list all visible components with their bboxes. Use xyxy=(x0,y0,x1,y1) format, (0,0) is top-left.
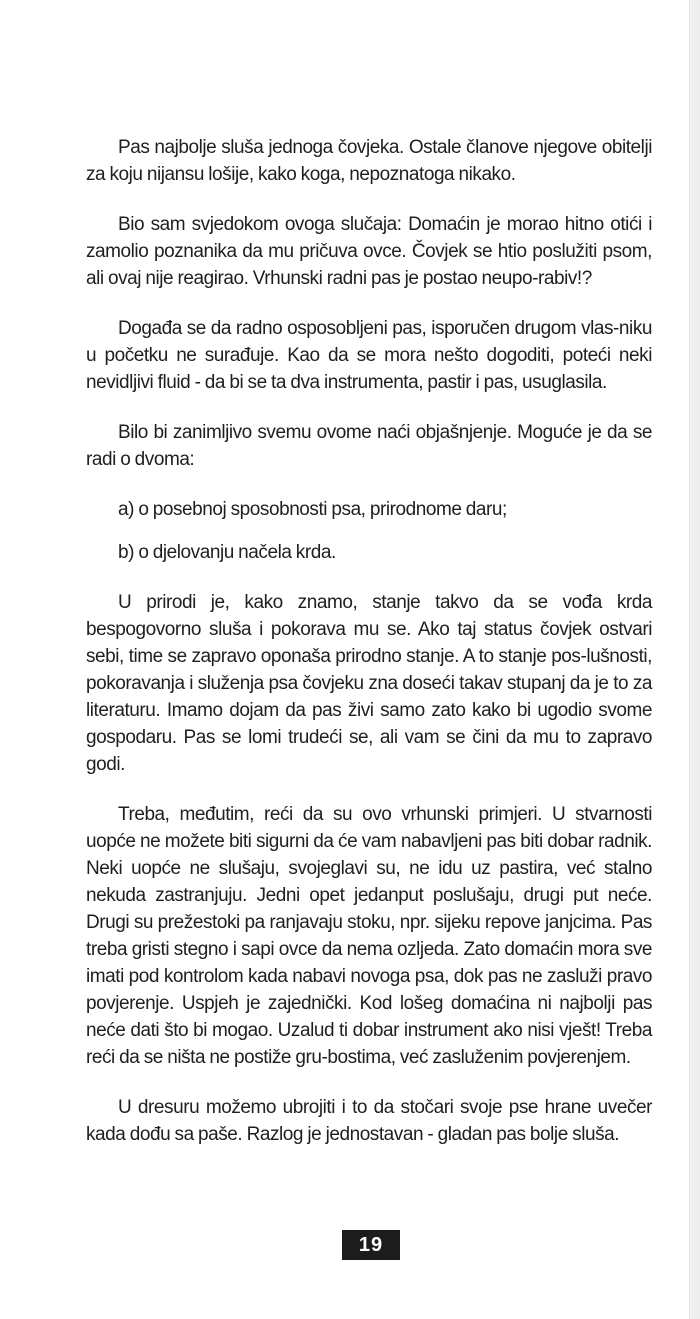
paragraph: U dresuru možemo ubrojiti i to da stočari svoje pse hrane uvečer kada dođu sa paše. Razlog je jednostavan - gladan pas bolje sluša. xyxy=(86,1097,652,1145)
list-item-a: a) o posebnoj sposobnosti psa, prirodnome daru; xyxy=(118,499,507,520)
paragraph: Događa se da radno osposobljeni pas, isporučen drugom vlas-niku u početku ne surađuje. Kao da se mora nešto dogoditi, poteći neki nevidljivi fluid - da bi se ta dva instrumenta, pastir i pas, usuglasila. xyxy=(86,318,652,393)
paragraph: U prirodi je, kako znamo, stanje takvo da se vođa krda bespogovorno sluša i pokorava mu se. Ako taj status čovjek ostvari sebi, time se zapravo oponaša prirodno stanje. A to stanje pos-lušnosti, pokoravanja i služenja psa čovjeku zna doseći takav stupanj da je to za literaturu. Imamo dojam da pas živi samo zato kako bi ugodio svome gospodaru. Pas se lomi trudeći se, ali vam se čini da mu to zapravo godi. xyxy=(86,592,652,775)
paragraph: Bio sam svjedokom ovoga slučaja: Domaćin je morao hitno otići i zamolio poznanika da mu pričuva ovce. Čovjek se htio poslužiti psom, ali ovaj nije reagirao. Vrhunski radni pas je postao neupo-rabiv!? xyxy=(86,214,652,289)
page-number: 19 xyxy=(342,1230,400,1260)
page-body xyxy=(86,134,652,1171)
page-gutter xyxy=(689,0,700,1319)
paragraph: Treba, međutim, reći da su ovo vrhunski primjeri. U stvarnosti uopće ne možete biti sigurni da će vam nabavljeni pas biti dobar radnik. Neki uopće ne slušaju, svojeglavi su, ne idu uz pastira, već stalno nekuda zastranjuju. Jedni opet jedanput poslušaju, drugi put neće. Drugi su prežestoki pa ranjavaju stoku, npr. sijeku repove janjcima. Pas treba gristi stegno i sapi ovce da nema ozljeda. Zato domaćin mora sve imati pod kontrolom kada nabavi novoga psa, dok pas ne zasluži pravo povjerenje. Uspjeh je zajednički. Kod lošeg domaćina ni najbolji pas neće dati što bi mogao. Uzalud ti dobar instrument ako nisi vješt! Treba reći da se ništa ne postiže gru-bostima, već zasluženim povjerenjem. xyxy=(86,804,652,1068)
paragraph: Pas najbolje sluša jednoga čovjeka. Ostale članove njegove obitelji za koju nijansu lošije, kako koga, nepoznatoga nikako. xyxy=(86,137,652,185)
list-item-b: b) o djelovanju načela krda. xyxy=(118,542,336,563)
paragraph: Bilo bi zanimljivo svemu ovome naći objašnjenje. Moguće je da se radi o dvoma: xyxy=(86,422,652,470)
